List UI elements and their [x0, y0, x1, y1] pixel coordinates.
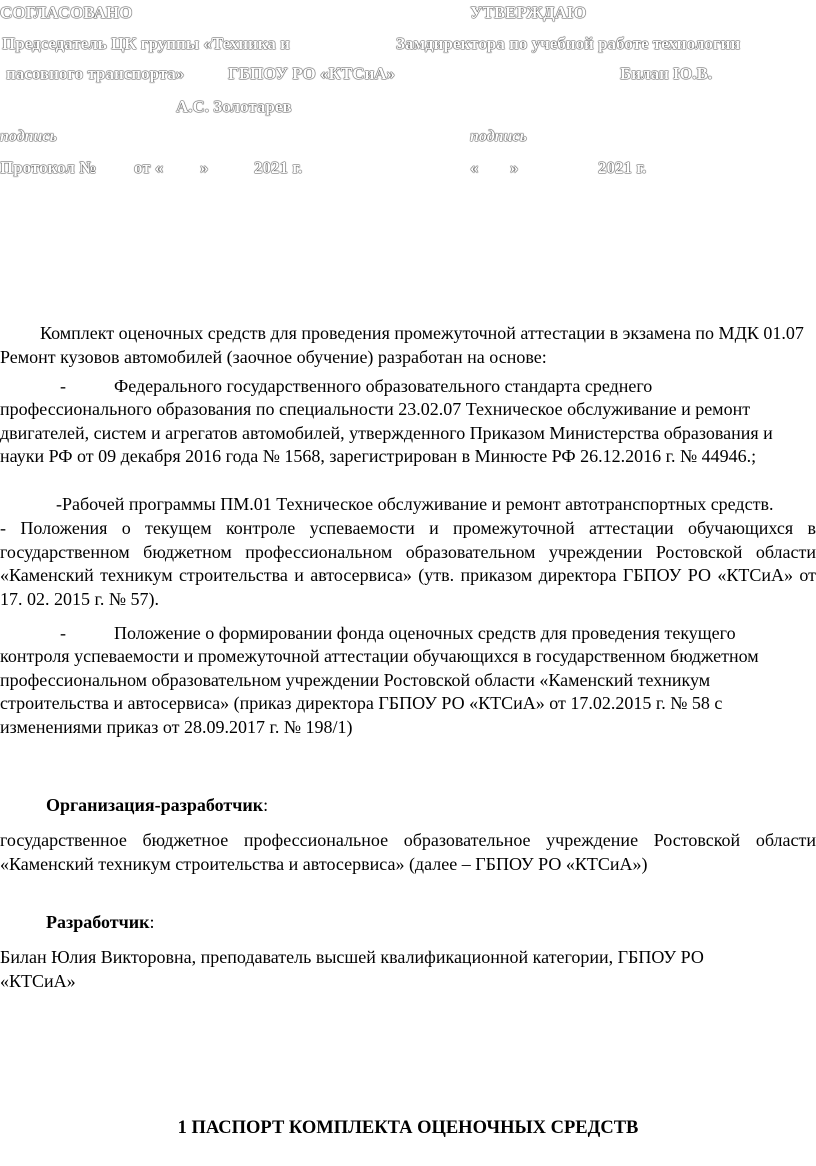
- approval-date-open: «: [470, 158, 479, 177]
- protocol-year: 2021 г.: [254, 158, 303, 177]
- intro-paragraph: Комплект оценочных средств для проведения промежуточной аттестации в экзамена по МДК 01.07 Ремонт кузовов автомобилей (заочное обучение) разработан на основе:: [0, 323, 804, 367]
- org-label: Организация-разработчик: [46, 795, 264, 815]
- section-title: 1 ПАСПОРТ КОМПЛЕКТА ОЦЕНОЧНЫХ СРЕДСТВ: [177, 1118, 639, 1138]
- protocol-quote: »: [200, 158, 209, 177]
- deputy-line: Замдиректора по учебной работе технологии: [396, 34, 741, 53]
- approval-date-year: 2021 г.: [598, 158, 647, 177]
- developer-text: Билан Юлия Викторовна, преподаватель высшей квалификационной категории, ГБПОУ РО «КТСиА»: [0, 947, 704, 991]
- org-text: государственное бюджетное профессиональное образовательное учреждение Ростовской области «Каменский техникум строительства и автосервиса» (далее – ГБПОУ РО «КТСиА»): [0, 830, 816, 874]
- item2-text: -Рабочей программы ПМ.01 Техническое обслуживание и ремонт автотранспортных средств.: [56, 494, 774, 514]
- org-heading: [46, 794, 806, 818]
- college-line: ГБПОУ РО «КТСиА»: [228, 64, 396, 83]
- transport-line: пасовного транспорта»: [6, 64, 185, 83]
- protocol-from: от «: [134, 158, 164, 177]
- item1-text: профессионального образования по специальности 23.02.07 Техническое обслуживание и ремонт двигателей, систем и агрегатов автомобилей, утвержденного Приказом Министерства образования и науки РФ от 09 декабря 2016 года № 1568, зарегистрирован в Минюсте РФ 26.12.2016 г. № 44946.;: [0, 399, 773, 466]
- item3-text: - Положения о текущем контроле успеваемости и промежуточной аттестации обучающихся в государственном бюджетном профессиональном образовательном учреждении Ростовской области «Каменский техникум строительства и автосервиса» (утв. приказом директора ГБПОУ РО «КТСиА» от 17. 02. 2015 г. № 57).: [0, 518, 816, 609]
- org-colon: :: [263, 795, 269, 815]
- item4-text: контроля успеваемости и промежуточной аттестации обучающихся в государственном бюджетном профессиональном образовательном учреждении Ростовской области «Каменский техникум строительства и автосервиса» (приказ директора ГБПОУ РО «КТСиА» от 17.02.2015 г. № 58 с изменениями приказ от 28.09.2017 г. № 198/1): [0, 646, 759, 737]
- item1-dash: -: [60, 376, 66, 396]
- deputy-name: Билан Ю.В.: [620, 64, 713, 83]
- chairman-line: Председатель ЦК группы «Техника и: [2, 34, 290, 53]
- agreed-title: СОГЛАСОВАНО: [0, 3, 133, 22]
- item4-first-line: Положение о формировании фонда оценочных средств для проведения текущего: [114, 623, 736, 643]
- chairman-name: А.С. Золотарев: [176, 97, 292, 116]
- approval-date-close: »: [510, 158, 519, 177]
- approved-title: УТВЕРЖДАЮ: [470, 3, 587, 22]
- right-sign-caption: подпись: [470, 128, 527, 145]
- left-sign-caption: подпись: [0, 128, 57, 145]
- item1-first-line: Федерального государственного образовательного стандарта среднего: [114, 376, 653, 396]
- developer-heading: [46, 911, 806, 935]
- developer-colon: :: [149, 912, 155, 932]
- item4-dash: -: [60, 623, 66, 643]
- developer-label: Разработчик: [46, 912, 150, 932]
- protocol-label: Протокол №: [0, 158, 97, 177]
